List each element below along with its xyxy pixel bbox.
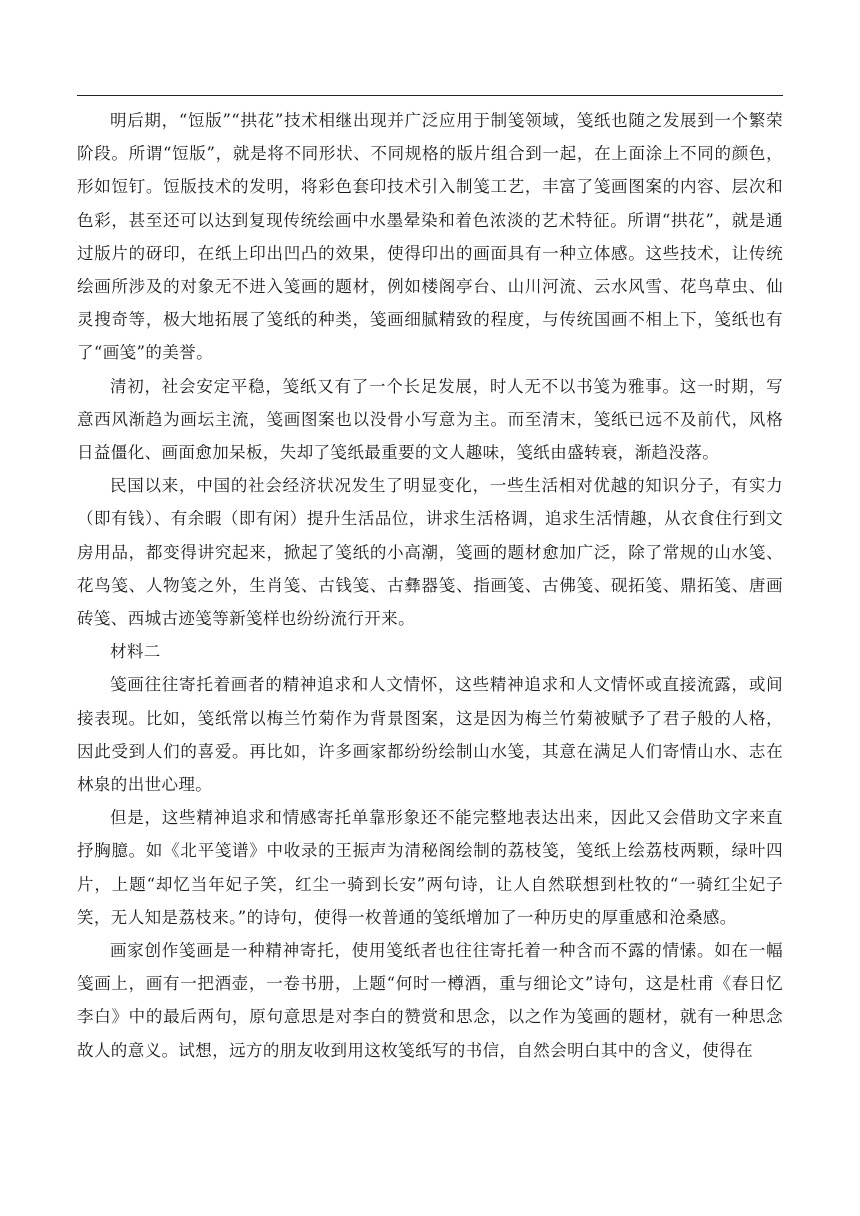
paragraph-qing: 清初，社会安定平稳，笺纸又有了一个长足发展，时人无不以书笺为雅事。这一时期，写意西风渐趋为画坛主流，笺画图案也以没骨小写意为主。而至清末，笺纸已远不及前代，风格日益僵化、画面愈加呆板，失却了笺纸最重要的文人趣味，笺纸由盛转衰，渐趋没落。 [77,376,783,463]
header-rule [77,95,783,96]
document-body [77,104,783,1067]
paragraph-ming: 明后期，“饾版”“拱花”技术相继出现并广泛应用于制笺领域，笺纸也随之发展到一个繁荣阶段。所谓“饾版”，就是将不同形状、不同规格的版片组合到一起，在上面涂上不同的颜色，形如饾钉。饾版技术的发明，将彩色套印技术引入制笺工艺，丰富了笺画图案的内容、层次和色彩，甚至还可以达到复现传统绘画中水墨晕染和着色浓淡的艺术特征。所谓“拱花”，就是通过版片的砑印，在纸上印出凹凸的效果，使得印出的画面具有一种立体感。这些技术，让传统绘画所涉及的对象无不进入笺画的题材，例如楼阁亭台、山川河流、云水风雪、花鸟草虫、仙灵搜奇等，极大地拓展了笺纸的种类，笺画细腻精致的程度，与传统国画不相上下，笺纸也有了“画笺”的美誉。 [77,111,783,363]
section-label: 材料二 [110,642,161,662]
paragraph-minguo: 民国以来，中国的社会经济状况发生了明显变化，一些生活相对优越的知识分子，有实力（即有钱）、有余暇（即有闲）提升生活品位，讲求生活格调，追求生活情趣，从衣食住行到文房用品，都变得讲究起来，掀起了笺纸的小高潮，笺画的题材愈加广泛，除了常规的山水笺、花鸟笺、人物笺之外，生肖笺、古钱笺、古彝器笺、指画笺、古佛笺、砚拓笺、鼎拓笺、唐画砖笺、西城古迹笺等新笺样也纷纷流行开来。 [77,476,783,629]
paragraph-text: 但是，这些精神追求和情感寄托单靠形象还不能完整地表达出来，因此又会借助文字来直抒胸臆。如《北平笺谱》中收录的王振声为清秘阁绘制的荔枝笺，笺纸上绘荔枝两颗，绿叶四片，上题“却忆当年妃子笑，红尘一骑到长安”两句诗，让人自然联想到杜牧的“一骑红尘妃子笑，无人知是荔枝来。”的诗句，使得一枚普通的笺纸增加了一种历史的厚重感和沧桑感。 [77,808,783,927]
paragraph-spirit: 笺画往往寄托着画者的精神追求和人文情怀，这些精神追求和人文情怀或直接流露，或间接表现。比如，笺纸常以梅兰竹菊作为背景图案，这是因为梅兰竹菊被赋予了君子般的人格，因此受到人们的喜爱。再比如，许多画家都纷纷绘制山水笺，其意在满足人们寄情山水、志在林泉的出世心理。 [77,675,783,795]
paragraph-emotion: 画家创作笺画是一种精神寄托，使用笺纸者也往往寄托着一种含而不露的情愫。如在一幅笺画上，画有一把酒壶，一卷书册，上题“何时一樽酒，重与细论文”诗句，这是杜甫《春日忆李白》中的最后两句，原句意思是对李白的赞赏和思念，以之作为笺画的题材，就有一种思念故人的意义。试想，远方的朋友收到用这枚笺纸写的书信，自然会明白其中的含义，使得在 [77,941,783,1060]
